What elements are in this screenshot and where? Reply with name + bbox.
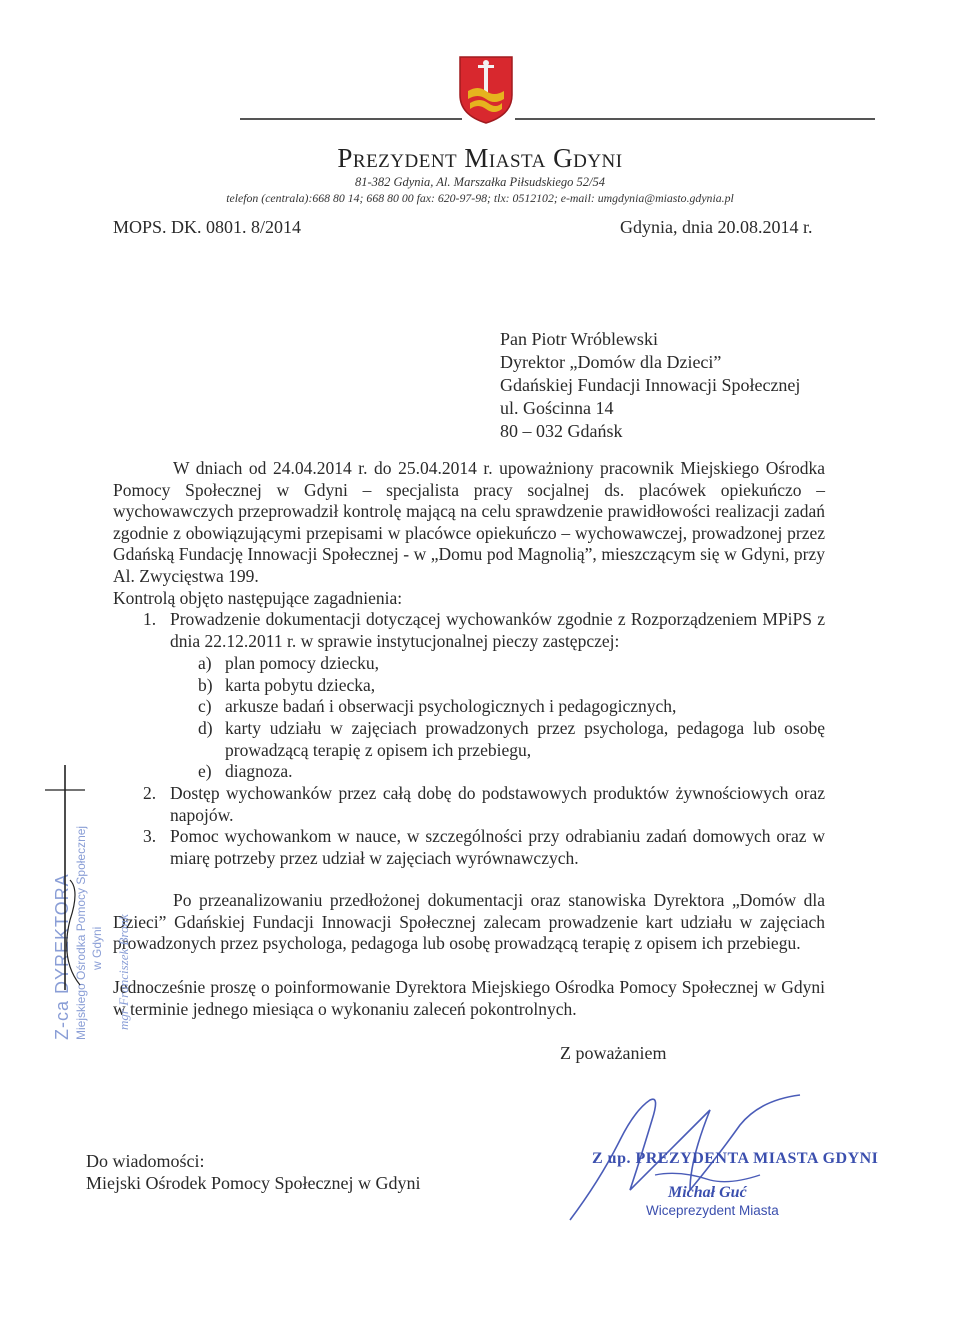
item-number: 3.: [143, 826, 157, 846]
subitem-text: karta pobytu dziecka,: [225, 675, 376, 695]
distribution-entry: Miejski Ośrodek Pomocy Społecznej w Gdyni: [86, 1173, 421, 1193]
place-date: Gdynia, dnia 20.08.2014 r.: [620, 217, 813, 237]
side-stamp-name: mgr Franciszek Bronk: [116, 914, 131, 1030]
item-text: Dostęp wychowanków przez całą dobę do podstawowych produktów żywnościowych oraz napojów.: [170, 783, 825, 825]
recipient-line: ul. Gościnna 14: [500, 398, 614, 418]
conclusion-paragraph: Po przeanalizowaniu przedłożonej dokumentacji oraz stanowiska Dyrektora „Domów dla Dzieci” Gdańskiej Fundacji Innowacji Społecznej zalecam prowadzenie kart udziału w zajęciach prowadzonych przez psychologa, pedagoga lub osobę prowadzącą terapię z opisem ich przebiegu.: [113, 890, 825, 954]
side-stamp-line1: Z-ca DYREKTORA: [52, 873, 72, 1040]
subitem-letter: c): [198, 696, 212, 716]
case-number: MOPS. DK. 0801. 8/2014: [113, 217, 302, 237]
signature-stamp-name: Michał Guć: [668, 1184, 747, 1201]
letterhead-contact: telefon (centrala):668 80 14; 668 80 00 fax: 620-97-98; tlx: 0512102; e-mail: umgdynia@miasto.gdynia.pl: [226, 191, 734, 205]
letterhead-address: 81-382 Gdynia, Al. Marszałka Piłsudskiego 52/54: [354, 175, 606, 189]
subitem-letter: b): [198, 675, 213, 695]
header-rule-right: [515, 118, 875, 120]
distribution-label: Do wiadomości:: [86, 1151, 205, 1171]
header-rule-left: [240, 118, 462, 120]
recipient-address: [500, 328, 800, 443]
item-text: Pomoc wychowankom w nauce, w szczególności przy odrabianiu zadań domowych oraz w miarę potrzeby przez udział w zajęciach wyrównawczych.: [170, 826, 825, 868]
recipient-line: 80 – 032 Gdańsk: [500, 421, 623, 441]
letterhead-title: Prezydent Miasta Gdyni: [337, 143, 623, 173]
intro-paragraph: W dniach od 24.04.2014 r. do 25.04.2014 r. upoważniony pracownik Miejskiego Ośrodka Pomocy Społecznej w Gdyni – specjalista pracy socjalnej ds. placówek opiekuńczo – wychowawczych przeprowadził kontrolę mającą na celu sprawdzenie prawidłowości realizacji zadań zgodnie z obowiązującymi przepisami w placówce opiekuńczo – wychowawczej, prowadzonej przez Gdańską Fundację Innowacji Społecznej - w „Domu pod Magnolią”, mieszczącym się w Gdyni, przy Al. Zwycięstwa 199.: [113, 458, 825, 586]
side-stamp-line3: w Gdyni: [90, 926, 104, 970]
recipient-line: Gdańskiej Fundacji Innowacji Społecznej: [500, 375, 801, 395]
subitem-letter: a): [198, 653, 212, 673]
subitem-letter: e): [198, 761, 212, 781]
item-number: 2.: [143, 783, 157, 803]
subitem-text: plan pomocy dziecku,: [225, 653, 380, 673]
recipient-line: Pan Piotr Wróblewski: [500, 329, 658, 349]
request-paragraph: Jednocześnie proszę o poinformowanie Dyrektora Miejskiego Ośrodka Pomocy Społecznej w Gdyni w terminie jednego miesiąca o wykonaniu zaleceń pokontrolnych.: [113, 977, 825, 1019]
recipient-line: Dyrektor „Domów dla Dzieci”: [500, 352, 722, 372]
item-text: Prowadzenie dokumentacji dotyczącej wychowanków zgodnie z Rozporządzeniem MPiPS z dnia 22.12.2011 r. w sprawie instytucjonalnej pieczy zastępczej:: [170, 609, 825, 651]
subitem-text: karty udziału w zajęciach prowadzonych przez psychologa, pedagoga lub osobę prowadzącą terapię z opisem ich przebiegu,: [225, 718, 825, 760]
side-stamp-line2: Miejskiego Ośrodka Pomocy Społecznej: [74, 825, 88, 1040]
signature-stamp-title: Wiceprezydent Miasta: [646, 1203, 779, 1218]
coat-of-arms-icon: [458, 55, 514, 125]
signature-stamp-line1: Z up. PREZYDENTA MIASTA GDYNI: [592, 1150, 879, 1167]
subitem-text: diagnoza.: [225, 761, 293, 781]
side-stamp-signature: [40, 760, 100, 1000]
scope-heading: Kontrolą objęto następujące zagadnienia:: [113, 588, 403, 608]
item-number: 1.: [143, 609, 157, 629]
subitem-text: arkusze badań i obserwacji psychologicznych i pedagogicznych,: [225, 696, 677, 716]
subitem-letter: d): [198, 718, 213, 738]
closing: Z poważaniem: [560, 1043, 667, 1063]
